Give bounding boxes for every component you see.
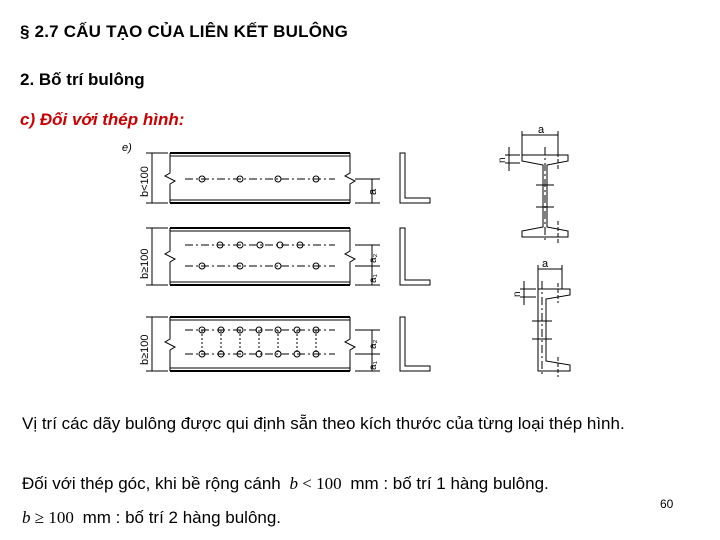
rule2-formula <box>22 508 78 527</box>
dim-label-a2: a₂ <box>368 253 379 263</box>
rule-two-rows <box>22 508 281 528</box>
bolt-rows-staggered <box>199 242 319 269</box>
dim-label-n-channel: n <box>512 291 523 297</box>
dim-label-a-channel: a <box>542 258 549 270</box>
page-number: 60 <box>660 497 674 511</box>
rule1-prefix: Đối với thép góc, khi bề rộng cánh <box>22 474 281 493</box>
channel-section <box>512 258 570 377</box>
plate-3 <box>139 317 380 371</box>
dim-label-a1: a₁ <box>368 274 379 283</box>
rule2-suffix: mm : bố trí 2 hàng bulông. <box>82 508 282 527</box>
dim-label-b-ge-100-1: b≥100 <box>139 248 151 279</box>
dim-label-a-ibeam: a <box>538 125 545 136</box>
rule1-num: 100 <box>316 474 342 493</box>
dim-label-n-ibeam: n <box>497 157 508 163</box>
rule2-num: 100 <box>48 508 74 527</box>
description-text: Vị trí các dãy bulông được qui định sẵn theo kích thước của từng loại thép hình. <box>22 414 625 433</box>
rule1-var: b <box>289 474 298 493</box>
i-beam-section <box>497 125 568 243</box>
angle-section-3 <box>400 317 430 371</box>
angle-section-2 <box>400 228 430 285</box>
dim-label-b-ge-100-2: b≥100 <box>139 334 151 365</box>
dim-label-a2-b: a₂ <box>368 339 379 349</box>
rule1-formula <box>285 474 345 493</box>
dim-label-b-lt-100: b<100 <box>139 166 151 197</box>
angle-section-1 <box>400 153 430 203</box>
rule-one-row <box>22 474 549 494</box>
bolt-rows-aligned <box>199 327 319 357</box>
rule2-op: ≥ <box>30 508 49 527</box>
section-heading: 2. Bố trí bulông <box>20 70 145 89</box>
rule1-op: < <box>297 474 317 493</box>
plate-1 <box>139 153 380 203</box>
subsection-heading: c) Đối với thép hình: <box>20 110 185 129</box>
dim-label-a: a <box>367 188 379 195</box>
rule2-var: b <box>22 508 31 527</box>
rule1-suffix: mm : bố trí 1 hàng bulông. <box>350 474 549 493</box>
panel-label: e) <box>122 142 132 154</box>
slide-title: § 2.7 CẤU TẠO CỦA LIÊN KẾT BULÔNG <box>20 22 349 41</box>
bolt-layout-figure <box>110 125 580 385</box>
plate-2 <box>139 228 380 285</box>
dim-label-a1-b: a₁ <box>368 361 379 370</box>
